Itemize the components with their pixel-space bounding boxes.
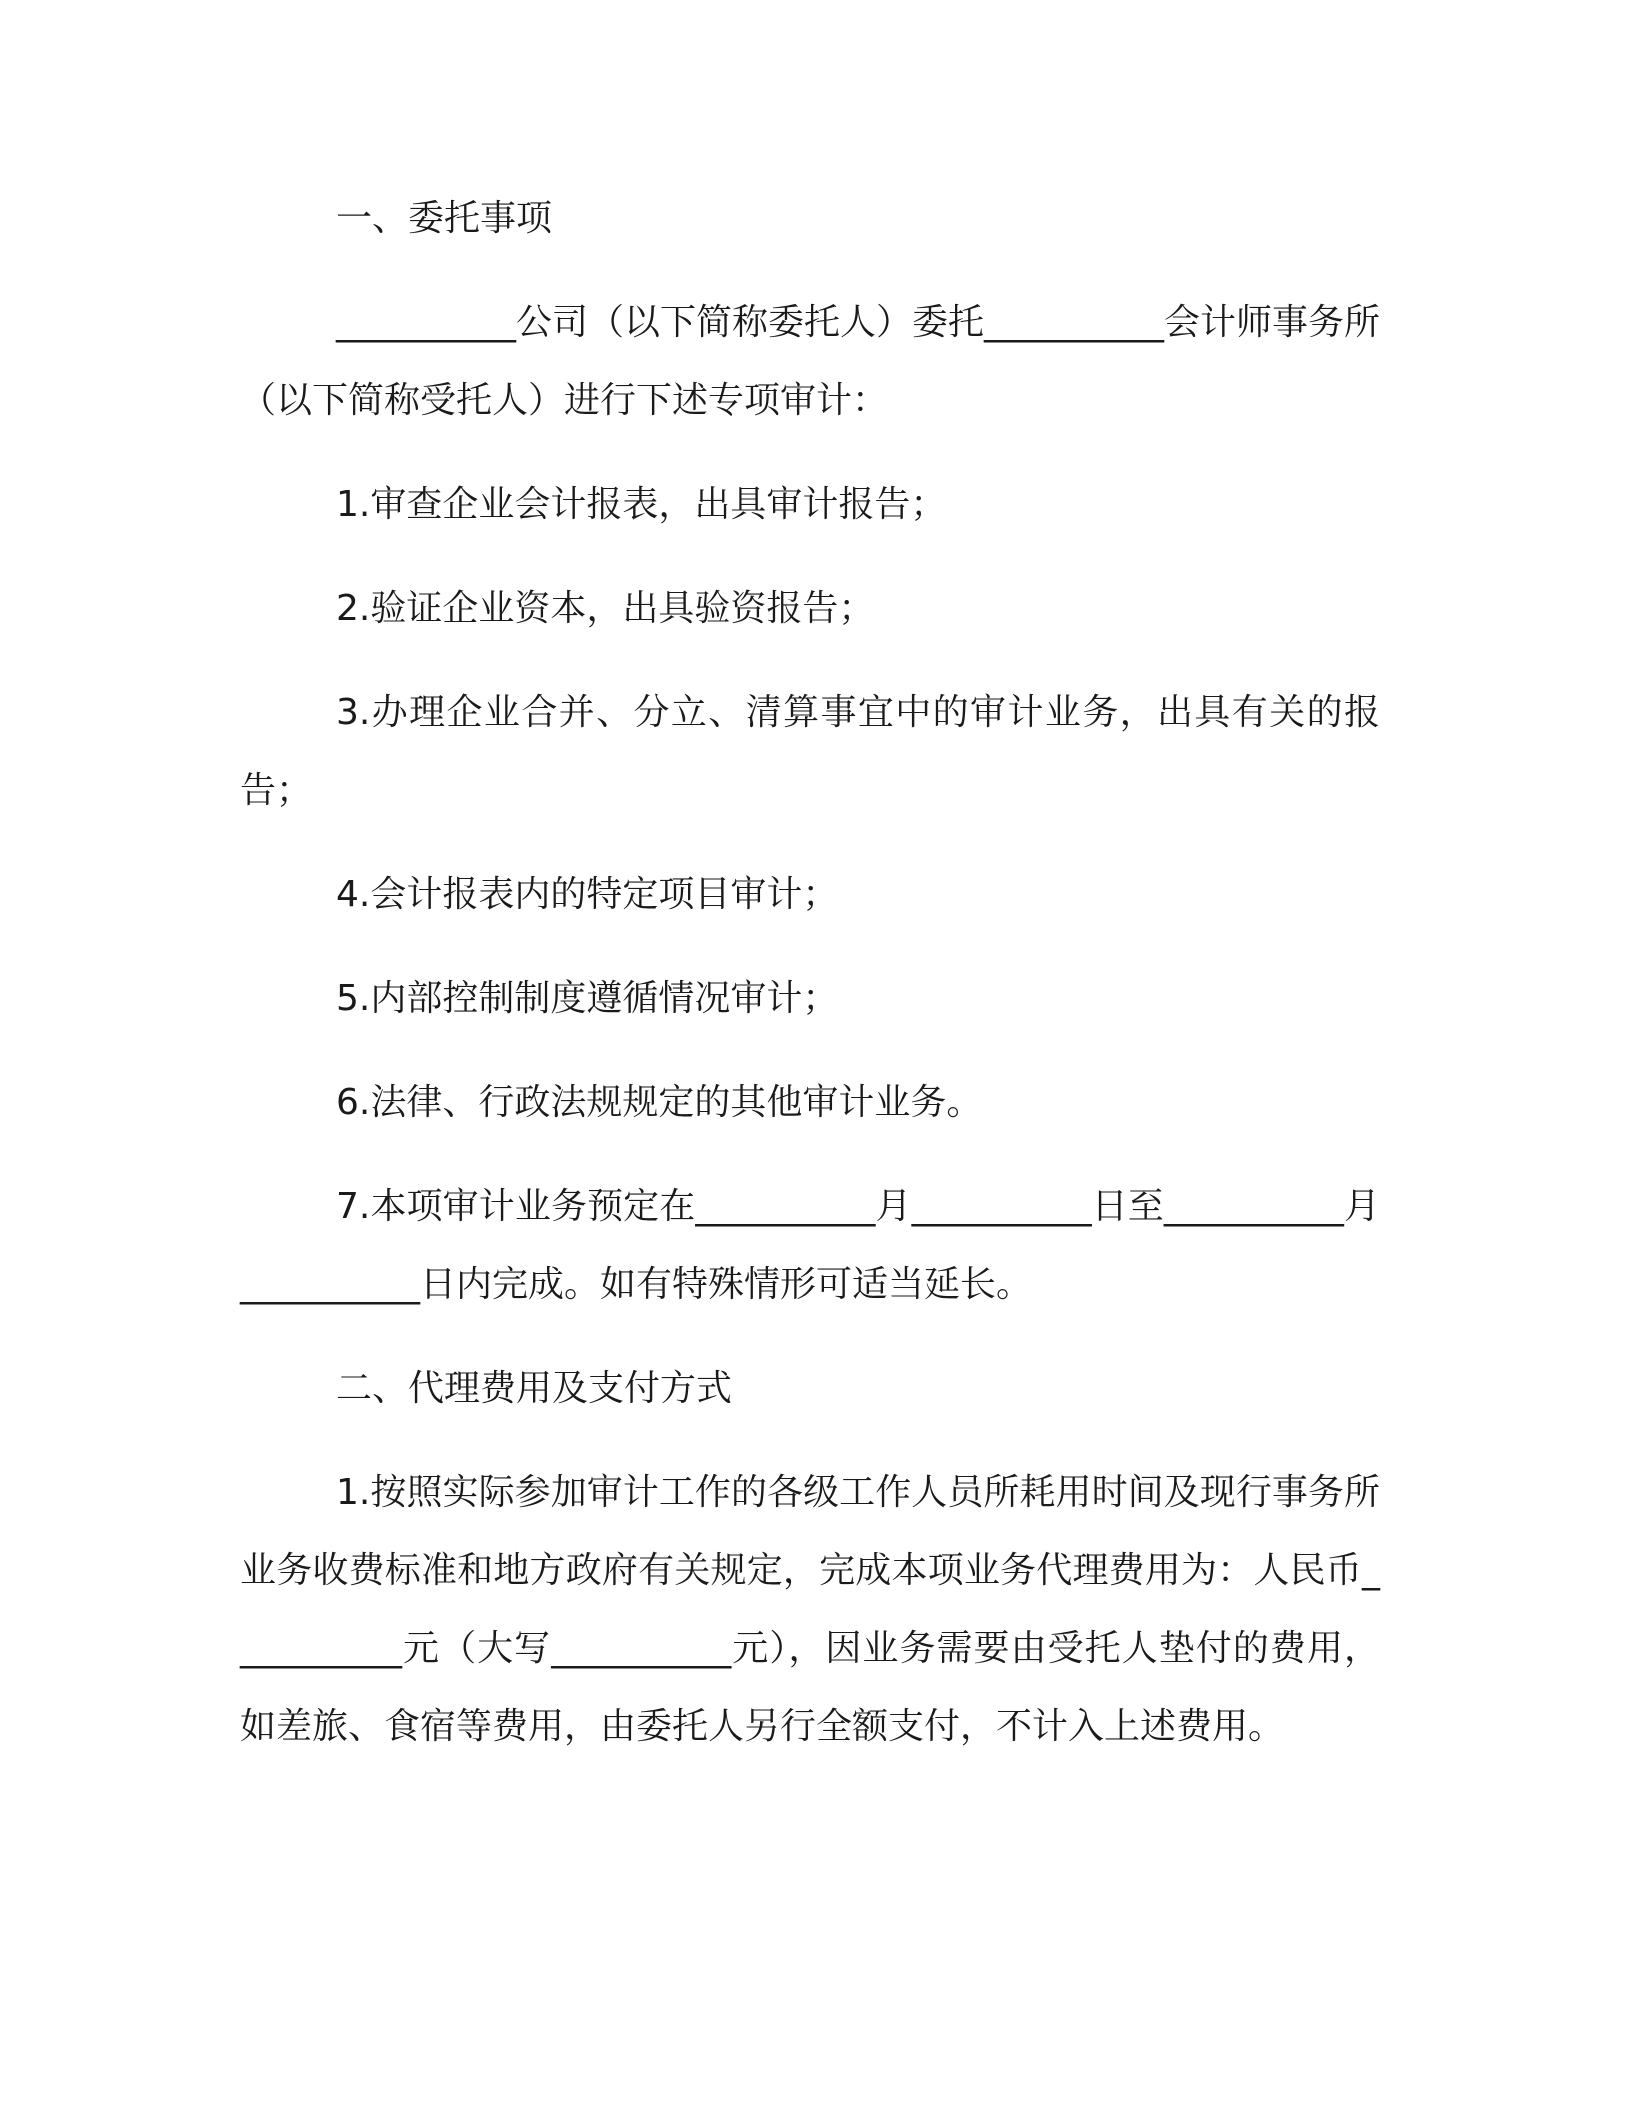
list-item: 5.内部控制制度遵循情况审计； xyxy=(336,978,839,1019)
list-item: 3.办理企业合并、分立、清算事宜中的审计业务，出具有关的报告； xyxy=(240,692,1380,811)
section-heading-entrustment: 一、委托事项 xyxy=(336,198,553,239)
list-item: 4.会计报表内的特定项目审计； xyxy=(336,874,839,915)
list-item: 1.审查企业会计报表，出具审计报告； xyxy=(336,484,947,525)
fee-clause: 1.按照实际参加审计工作的各级工作人员所耗用时间及现行事务所业务收费标准和地方政府有关规定，完成本项业务代理费用为：人民币__________元（大写__________元），因业务需要由受托人垫付的费用，如差旅、食宿等费用，由委托人另行全额支付，不计入上述费用。 xyxy=(240,1472,1380,1747)
list-item: 7.本项审计业务预定在__________月__________日至__________月__________日内完成。如有特殊情形可适当延长。 xyxy=(240,1186,1380,1305)
list-item: 2.验证企业资本，出具验资报告； xyxy=(336,588,875,629)
document-page xyxy=(240,180,1380,1792)
section-heading-fees: 二、代理费用及支付方式 xyxy=(336,1368,733,1409)
list-item: 6.法律、行政法规规定的其他审计业务。 xyxy=(336,1082,983,1123)
entrustment-intro: __________公司（以下简称委托人）委托__________会计师事务所（以下简称受托人）进行下述专项审计： xyxy=(240,302,1381,421)
